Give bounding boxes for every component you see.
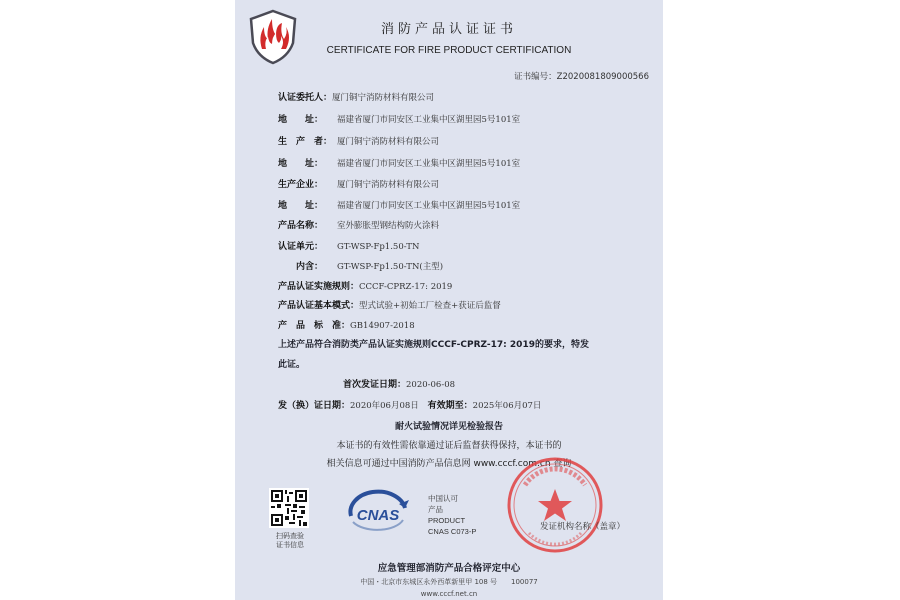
field-row-producer: [278, 134, 439, 147]
field-row-manufacturer: [278, 177, 439, 190]
field-label: 产品认证实施规则：: [278, 282, 360, 292]
first-issue-label: 首次发证日期：: [343, 380, 407, 390]
official-red-seal-icon: [505, 455, 605, 555]
field-row-contains: [278, 259, 443, 272]
cnas-logo-text: CNAS: [356, 507, 400, 524]
cnas-info-line: 中国认可: [428, 494, 458, 503]
qr-code-icon: [269, 488, 309, 528]
field-label: 地 址：: [278, 159, 324, 169]
field-label: 地 址：: [278, 115, 324, 125]
field-label: 地 址：: [278, 201, 324, 211]
field-row-cert-unit: [278, 239, 419, 252]
validity-notice-line-2: 相关信息可通过中国消防产品信息网 www.cccf.com.cn 查询: [326, 459, 572, 469]
cnas-info-line: PRODUCT: [428, 516, 466, 525]
cnas-info-line: CNAS C073-P: [428, 527, 477, 536]
scan-text-line-2: 证书信息: [276, 541, 304, 549]
field-row-producer-address: [278, 156, 520, 169]
certificate-title-zh: 消防产品认证证书: [380, 22, 517, 37]
expiry-date: 2025年06月07日: [472, 401, 542, 411]
organization-address: 中国・北京市东城区永外西革新里甲 108 号 100077: [360, 578, 538, 586]
field-label: 认证委托人：: [278, 93, 333, 103]
field-row-client-address: [278, 112, 520, 125]
scan-text-line-1: 扫码查验: [276, 532, 304, 540]
cnas-info-line: 产品: [428, 505, 443, 514]
field-value: GB14907-2018: [350, 321, 415, 331]
field-value: GT-WSP-Fp1.50-TN: [337, 242, 420, 252]
field-value: 厦门铜宁消防材料有限公司: [337, 137, 440, 147]
field-value: GT-WSP-Fp1.50-TN(主型): [337, 262, 444, 272]
field-label: 认证单元：: [278, 242, 324, 252]
field-value: 福建省厦门市同安区工业集中区湖里园5号101室: [337, 201, 521, 211]
issue-date: 2020年06月08日: [350, 401, 419, 411]
field-label: 产 品 标 准：: [278, 321, 351, 331]
issue-dates-row: [278, 398, 541, 411]
field-row-product-standard: [278, 318, 415, 331]
cnas-accreditation-info: [428, 493, 476, 537]
field-label: 生 产 者：: [278, 137, 333, 147]
first-issue-row: [343, 377, 455, 390]
cnas-logo-icon: [343, 486, 413, 536]
statement-line-2: 此证。: [278, 360, 306, 370]
field-value: 厦门铜宁消防材料有限公司: [332, 93, 435, 103]
field-row-product-name: [278, 218, 439, 231]
field-row-client: [278, 90, 434, 103]
field-value: 型式试验+初始工厂检查+获证后监督: [359, 301, 501, 311]
field-label: 生产企业：: [278, 180, 324, 190]
issuer-name-label: 发证机构名称（盖章）: [540, 522, 626, 532]
organization-website: www.cccf.net.cn: [420, 590, 478, 598]
field-label: 产品认证基本模式：: [278, 301, 360, 311]
field-label: 内含：: [278, 262, 324, 272]
issuing-organization: 应急管理部消防产品合格评定中心: [377, 563, 521, 574]
field-row-implementation-rule: [278, 279, 452, 292]
expiry-label: 有效期至：: [427, 401, 473, 411]
field-value: 福建省厦门市同安区工业集中区湖里园5号101室: [337, 159, 521, 169]
field-value: 室外膨胀型钢结构防火涂料: [337, 221, 440, 231]
issue-label: 发（换）证日期：: [278, 401, 351, 411]
fire-test-note: 耐火试验情况详见检验报告: [394, 422, 503, 432]
statement-line-1: 上述产品符合消防类产品认证实施规则CCCF-CPRZ-17: 2019的要求，特发: [278, 340, 589, 350]
scan-verify-text: [265, 532, 315, 550]
certificate-sheet: [235, 0, 663, 600]
field-value: 福建省厦门市同安区工业集中区湖里园5号101室: [337, 115, 521, 125]
first-issue-date: 2020-06-08: [406, 380, 456, 390]
field-value: CCCF-CPRZ-17: 2019: [359, 282, 453, 292]
field-value: 厦门铜宁消防材料有限公司: [337, 180, 440, 190]
certificate-number: 证书编号：Z2020081809000566: [514, 72, 649, 82]
field-label: 产品名称：: [278, 221, 324, 231]
certificate-title-en: CERTIFICATE FOR FIRE PRODUCT CERTIFICATION: [326, 45, 572, 56]
field-row-manufacturer-address: [278, 198, 520, 211]
validity-notice-line-1: 本证书的有效性需依靠通过证后监督获得保持，本证书的: [336, 441, 562, 451]
field-row-cert-mode: [278, 298, 501, 311]
